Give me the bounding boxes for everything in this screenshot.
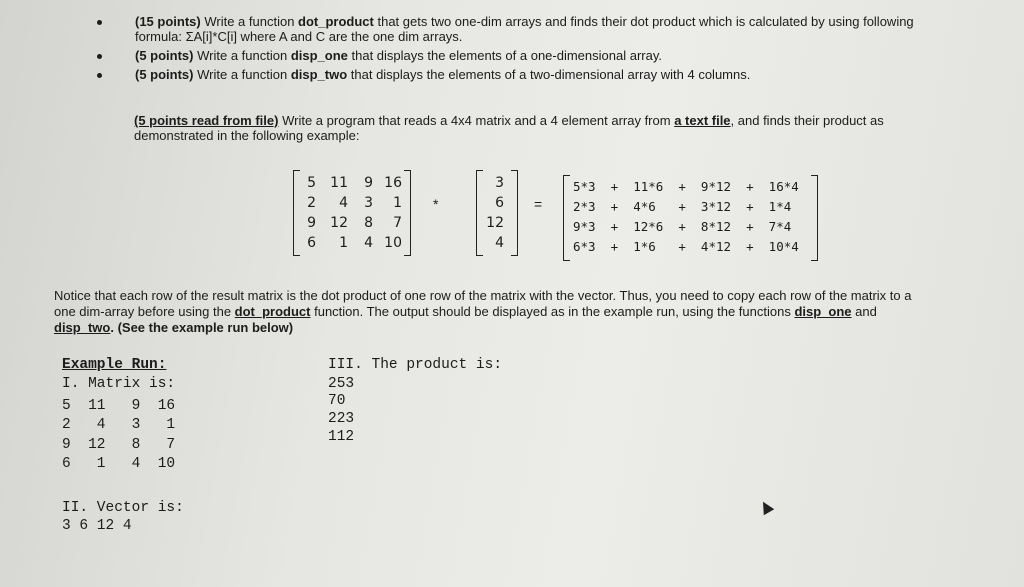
bracket-right xyxy=(404,170,411,256)
bracket-left xyxy=(293,170,300,256)
matrix-cell: 1 xyxy=(393,195,402,211)
bullet-dot-icon xyxy=(97,20,102,25)
vector-label: II. Vector is: xyxy=(62,500,184,516)
product-value: 253 xyxy=(328,376,355,392)
matrix-cell: 3 xyxy=(364,195,373,211)
mouse-cursor-icon xyxy=(758,499,774,515)
times-sign: * xyxy=(433,196,439,212)
notice-text: function. The output should be displayed as in the example run, using the functions xyxy=(310,304,795,319)
vector-line: 3 6 12 4 xyxy=(62,518,132,534)
vector-cell: 3 xyxy=(495,175,504,191)
notice-paragraph xyxy=(54,288,914,336)
matrix-label: I. Matrix is: xyxy=(62,376,176,392)
matrix-cell: 4 xyxy=(364,235,373,251)
result-row: 6*3 + 1*6 + 4*12 + 10*4 xyxy=(573,239,799,254)
bullet-item xyxy=(90,67,920,82)
task-text: Write a program that reads a 4x4 matrix and a 4 element array from xyxy=(278,113,675,128)
bullet-text: that gets two one-dim arrays and finds their dot product which is calculated by using following formula: ΣA[i]*C[i] where A and C are the one dim arrays. xyxy=(135,14,914,44)
matrix-cell: 4 xyxy=(339,195,348,211)
matrix-cell: 10 xyxy=(384,235,402,251)
example-title: Example Run: xyxy=(62,357,167,373)
bullet-item xyxy=(90,48,920,63)
function-name: disp_one xyxy=(794,304,852,319)
bullet-text: Write a function xyxy=(200,14,299,29)
bullet-list xyxy=(90,14,920,86)
function-name: dot_product xyxy=(298,14,374,29)
matrix-cell: 12 xyxy=(330,215,348,231)
result-row: 9*3 + 12*6 + 8*12 + 7*4 xyxy=(573,219,792,234)
task-text: , and finds their product as demonstrated in the following example: xyxy=(134,113,884,143)
points-label: (15 points) xyxy=(135,14,201,29)
bracket-right xyxy=(811,175,818,261)
function-name: disp_one xyxy=(290,48,348,63)
bullet-text: Write a function xyxy=(193,67,291,82)
matrix-cell: 2 xyxy=(307,195,316,211)
example-matrix-row: 5 11 9 16 xyxy=(62,398,176,414)
bullet-dot-icon xyxy=(97,54,102,59)
result-row: 5*3 + 11*6 + 9*12 + 16*4 xyxy=(573,179,799,194)
bullet-text: that displays the elements of a two-dimensional array with 4 columns. xyxy=(347,67,751,82)
matrix-cell: 6 xyxy=(307,235,316,251)
notice-text: Notice that each row of the result matrix is the dot product of one row of the matrix with the vector. Thus, you need to copy each row of the matrix to a one dim-array before using the xyxy=(54,288,912,319)
notice-text: and xyxy=(851,304,877,319)
points-label: (5 points) xyxy=(135,67,194,82)
bracket-left xyxy=(563,175,570,261)
result-row: 2*3 + 4*6 + 3*12 + 1*4 xyxy=(573,199,792,214)
matrix-cell: 16 xyxy=(384,175,402,191)
example-matrix-row: 6 1 4 10 xyxy=(62,456,176,472)
bracket-right xyxy=(511,170,518,256)
matrix-cell: 7 xyxy=(393,215,402,231)
vector-cell: 4 xyxy=(495,235,504,251)
matrix-cell: 1 xyxy=(339,235,348,251)
product-value: 223 xyxy=(328,411,355,427)
task-paragraph xyxy=(134,113,924,143)
notice-text: . (See the example run below) xyxy=(110,320,294,335)
matrix-cell: 9 xyxy=(307,215,316,231)
product-label: III. The product is: xyxy=(328,357,503,373)
file-label: a text file xyxy=(674,113,731,128)
bullet-text: Write a function xyxy=(193,48,291,63)
matrix-cell: 5 xyxy=(307,175,316,191)
vector-cell: 6 xyxy=(495,195,504,211)
points-label: (5 points) xyxy=(135,48,194,63)
points-label: (5 points read from file) xyxy=(134,113,279,128)
example-matrix-row: 9 12 8 7 xyxy=(62,437,176,453)
bullet-dot-icon xyxy=(97,73,102,78)
matrix-cell: 8 xyxy=(364,215,373,231)
bullet-item xyxy=(90,14,920,44)
equals-sign: = xyxy=(534,196,543,212)
vector-cell: 12 xyxy=(486,215,504,231)
function-name: disp_two xyxy=(290,67,348,82)
matrix-cell: 11 xyxy=(330,175,348,191)
example-matrix-row: 2 4 3 1 xyxy=(62,417,176,433)
bullet-text: that displays the elements of a one-dimensional array. xyxy=(347,48,662,63)
function-name: disp_two xyxy=(54,320,111,335)
product-value: 112 xyxy=(328,429,355,445)
matrix-cell: 9 xyxy=(364,175,373,191)
function-name: dot_product xyxy=(234,304,311,319)
product-value: 70 xyxy=(328,393,346,409)
